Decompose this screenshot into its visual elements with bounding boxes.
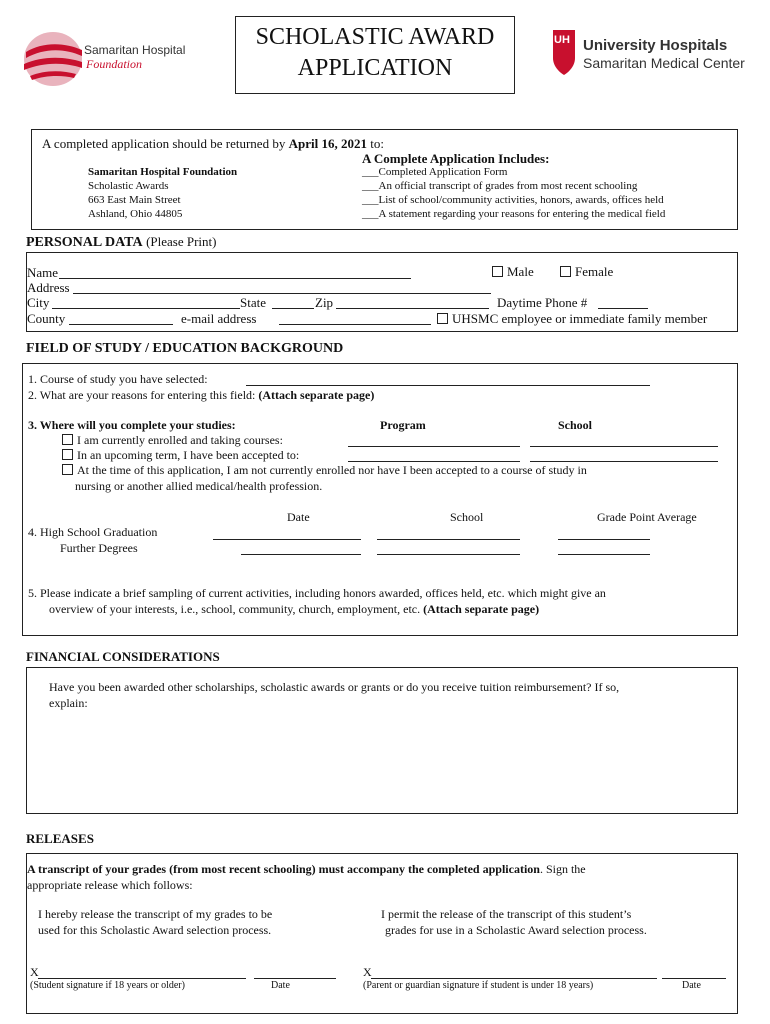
q5-note: (Attach separate page) bbox=[423, 602, 540, 616]
q5-label: 5. Please indicate a brief sampling of current activities, including honors awarded, offices held, etc. which might give an bbox=[28, 586, 606, 600]
includes-item: ___List of school/community activities, honors, awards, offices held bbox=[362, 194, 664, 206]
uh-badge-text: UH bbox=[554, 34, 570, 46]
degree-date-field[interactable] bbox=[241, 554, 361, 555]
q2-label bbox=[28, 388, 374, 403]
student-date-field[interactable] bbox=[254, 978, 336, 979]
title-box bbox=[235, 16, 515, 94]
degree-gpa-field[interactable] bbox=[558, 554, 650, 555]
enrolled-option[interactable] bbox=[62, 433, 283, 448]
student-signature-field[interactable] bbox=[38, 978, 246, 979]
hs-gpa-field[interactable] bbox=[558, 539, 650, 540]
parent-release-text-cont: grades for use in a Scholastic Award selection process. bbox=[385, 923, 647, 937]
return-date: April 16, 2021 bbox=[288, 136, 367, 151]
parent-date-field[interactable] bbox=[662, 978, 726, 979]
releases-intro-bold: A transcript of your grades (from most recent schooling) must accompany the completed application bbox=[27, 862, 540, 876]
enrolled-label: I am currently enrolled and taking courses: bbox=[77, 433, 283, 447]
further-degrees-label: Further Degrees bbox=[60, 541, 138, 555]
includes-item: ___An official transcript of grades from most recent schooling bbox=[362, 180, 638, 192]
right-logo-title: University Hospitals bbox=[583, 37, 728, 54]
program-column-header: Program bbox=[380, 418, 426, 432]
address-line3: Ashland, Ohio 44805 bbox=[88, 208, 183, 220]
student-date-caption: Date bbox=[271, 980, 290, 991]
parent-signature-caption: (Parent or guardian signature if student is under 18 years) bbox=[363, 980, 594, 991]
q2-text: 2. What are your reasons for entering this field: bbox=[28, 388, 256, 402]
daytime-phone-field[interactable] bbox=[598, 308, 648, 309]
city-field[interactable] bbox=[52, 308, 240, 309]
employee-option[interactable] bbox=[437, 311, 707, 327]
q4-label: 4. High School Graduation bbox=[28, 525, 158, 539]
q3-label: 3. Where will you complete your studies: bbox=[28, 418, 236, 432]
hs-school-field[interactable] bbox=[377, 539, 520, 540]
state-label: State bbox=[240, 295, 266, 310]
address-name: Samaritan Hospital Foundation bbox=[88, 166, 238, 178]
male-label: Male bbox=[507, 264, 534, 279]
female-option[interactable] bbox=[560, 264, 613, 280]
releases-intro-cont: appropriate release which follows: bbox=[27, 878, 193, 892]
zip-label: Zip bbox=[315, 295, 334, 310]
q5-label-cont bbox=[49, 602, 539, 617]
samaritan-foundation-logo-icon bbox=[22, 30, 84, 88]
parent-signature-x: X bbox=[363, 965, 372, 979]
female-checkbox[interactable] bbox=[560, 266, 571, 277]
employee-checkbox[interactable] bbox=[437, 313, 448, 324]
address-field[interactable] bbox=[73, 293, 491, 294]
financial-question: Have you been awarded other scholarships, scholastic awards or grants or do you receive tuition reimbursement? If so, bbox=[49, 680, 620, 694]
enrolled-program-field[interactable] bbox=[348, 446, 520, 447]
releases-intro-rest: . Sign the bbox=[539, 862, 586, 876]
return-instruction bbox=[42, 136, 384, 152]
q5-text: overview of your interests, i.e., school, community, church, employment, etc. bbox=[49, 602, 421, 616]
financial-question-cont: explain: bbox=[49, 696, 88, 710]
left-logo-title: Samaritan Hospital bbox=[84, 43, 186, 57]
school-column-header: School bbox=[558, 418, 593, 432]
address-label: Address bbox=[27, 280, 70, 295]
male-option[interactable] bbox=[492, 264, 534, 280]
student-signature-x: X bbox=[30, 965, 39, 979]
personal-heading-note: (Please Print) bbox=[146, 234, 217, 249]
email-field[interactable] bbox=[279, 324, 431, 325]
enrolled-school-field[interactable] bbox=[530, 446, 718, 447]
study-heading: FIELD OF STUDY / EDUCATION BACKGROUND bbox=[26, 341, 344, 356]
not-enrolled-label: At the time of this application, I am not currently enrolled nor have I been accepted to a course of study in bbox=[77, 463, 587, 477]
degree-school-field[interactable] bbox=[377, 554, 520, 555]
not-enrolled-label-cont: nursing or another allied medical/health profession. bbox=[75, 479, 323, 493]
county-field[interactable] bbox=[69, 324, 173, 325]
student-release-text: I hereby release the transcript of my grades to be bbox=[38, 907, 273, 921]
releases-intro bbox=[27, 862, 586, 877]
male-checkbox[interactable] bbox=[492, 266, 503, 277]
daytime-phone-label: Daytime Phone # bbox=[497, 295, 588, 310]
course-of-study-field[interactable] bbox=[246, 385, 650, 386]
city-label: City bbox=[27, 295, 50, 310]
student-signature-caption: (Student signature if 18 years or older) bbox=[30, 980, 185, 991]
name-field[interactable] bbox=[59, 278, 411, 279]
hs-date-field[interactable] bbox=[213, 539, 361, 540]
student-release-text-cont: used for this Scholastic Award selection process. bbox=[38, 923, 272, 937]
accepted-school-field[interactable] bbox=[530, 461, 718, 462]
q2-note: (Attach separate page) bbox=[258, 388, 375, 402]
personal-heading-text: PERSONAL DATA bbox=[26, 235, 143, 250]
accepted-program-field[interactable] bbox=[348, 461, 520, 462]
page-title-line2: APPLICATION bbox=[297, 55, 453, 81]
zip-field[interactable] bbox=[336, 308, 489, 309]
enrolled-checkbox[interactable] bbox=[62, 434, 73, 445]
state-field[interactable] bbox=[272, 308, 314, 309]
name-label: Name bbox=[27, 265, 59, 280]
not-enrolled-checkbox[interactable] bbox=[62, 464, 73, 475]
gpa-column-header: Grade Point Average bbox=[597, 510, 697, 524]
address-line1: Scholastic Awards bbox=[88, 180, 169, 192]
parent-signature-field[interactable] bbox=[371, 978, 657, 979]
accepted-label: In an upcoming term, I have been accepted to: bbox=[77, 448, 300, 462]
includes-item: ___Completed Application Form bbox=[362, 166, 508, 178]
personal-data-heading bbox=[26, 234, 216, 251]
parent-date-caption: Date bbox=[682, 980, 701, 991]
date-column-header: Date bbox=[287, 510, 310, 524]
employee-label: UHSMC employee or immediate family member bbox=[452, 311, 708, 326]
financial-heading: FINANCIAL CONSIDERATIONS bbox=[26, 649, 220, 664]
school-column-header-2: School bbox=[450, 510, 484, 524]
email-label: e-mail address bbox=[181, 311, 257, 326]
return-to: to: bbox=[370, 136, 384, 151]
q1-label: 1. Course of study you have selected: bbox=[28, 372, 208, 386]
page-title-line1: SCHOLASTIC AWARD bbox=[255, 24, 495, 50]
includes-title: A Complete Application Includes: bbox=[362, 151, 550, 166]
right-logo-subtitle: Samaritan Medical Center bbox=[583, 55, 745, 71]
not-enrolled-option[interactable] bbox=[62, 463, 587, 478]
includes-item: ___A statement regarding your reasons for entering the medical field bbox=[362, 208, 666, 220]
accepted-option[interactable] bbox=[62, 448, 299, 463]
parent-release-text: I permit the release of the transcript of this student’s bbox=[381, 907, 632, 921]
releases-heading: RELEASES bbox=[26, 831, 94, 846]
accepted-checkbox[interactable] bbox=[62, 449, 73, 460]
county-label: County bbox=[27, 311, 66, 326]
female-label: Female bbox=[575, 264, 614, 279]
left-logo-subtitle: Foundation bbox=[86, 57, 142, 71]
address-line2: 663 East Main Street bbox=[88, 194, 181, 206]
return-text: A completed application should be returned by bbox=[42, 136, 286, 151]
